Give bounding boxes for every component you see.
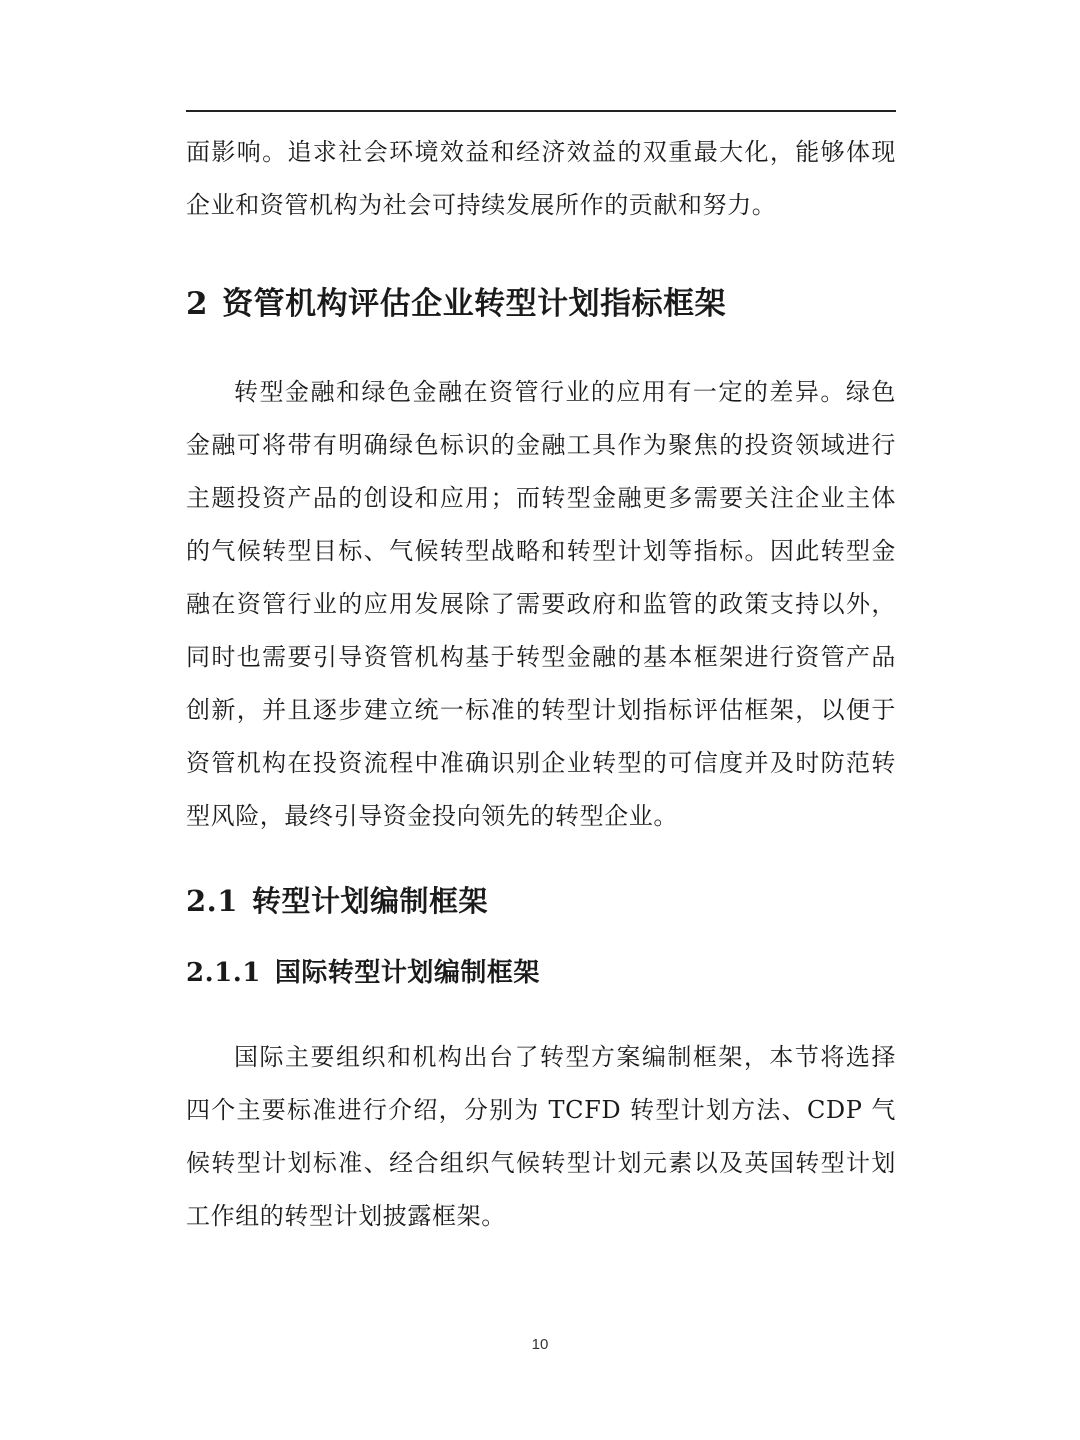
section-heading [186,284,896,324]
subsection-number: 2.1 [186,884,238,918]
section-paragraph: 转型金融和绿色金融在资管行业的应用有一定的差异。绿色金融可将带有明确绿色标识的金融工具作为聚焦的投资领域进行主题投资产品的创设和应用；而转型金融更多需要关注企业主体的气候转型目标、气候转型战略和转型计划等指标。因此转型金融在资管行业的应用发展除了需要政府和监管的政策支持以外，同时也需要引导资管机构基于转型金融的基本框架进行资管产品创新，并且逐步建立统一标准的转型计划指标评估框架，以便于资管机构在投资流程中准确识别企业转型的可信度并及时防范转型风险，最终引导资金投向领先的转型企业。 [186,378,896,830]
subsubsection-title: 国际转型计划编制框架 [274,958,540,988]
intro-paragraph: 面影响。追求社会环境效益和经济效益的双重最大化，能够体现企业和资管机构为社会可持续发展所作的贡献和努力。 [186,138,896,219]
subsubsection-paragraph: 国际主要组织和机构出台了转型方案编制框架，本节将选择四个主要标准进行介绍，分别为 TCFD 转型计划方法、CDP 气候转型计划标准、经合组织气候转型计划元素以及英国转型计划工作组的转型计划披露框架。 [186,1043,896,1230]
page-content [186,126,896,1243]
subsection-title: 转型计划编制框架 [251,884,488,918]
page-number: 10 [531,1336,549,1353]
section-title: 资管机构评估企业转型计划指标框架 [222,286,727,322]
subsubsection-heading [186,955,896,991]
subsubsection-number: 2.1.1 [186,958,261,988]
subsection-heading [186,881,896,921]
header-rule [186,110,896,112]
section-number: 2 [186,286,209,322]
